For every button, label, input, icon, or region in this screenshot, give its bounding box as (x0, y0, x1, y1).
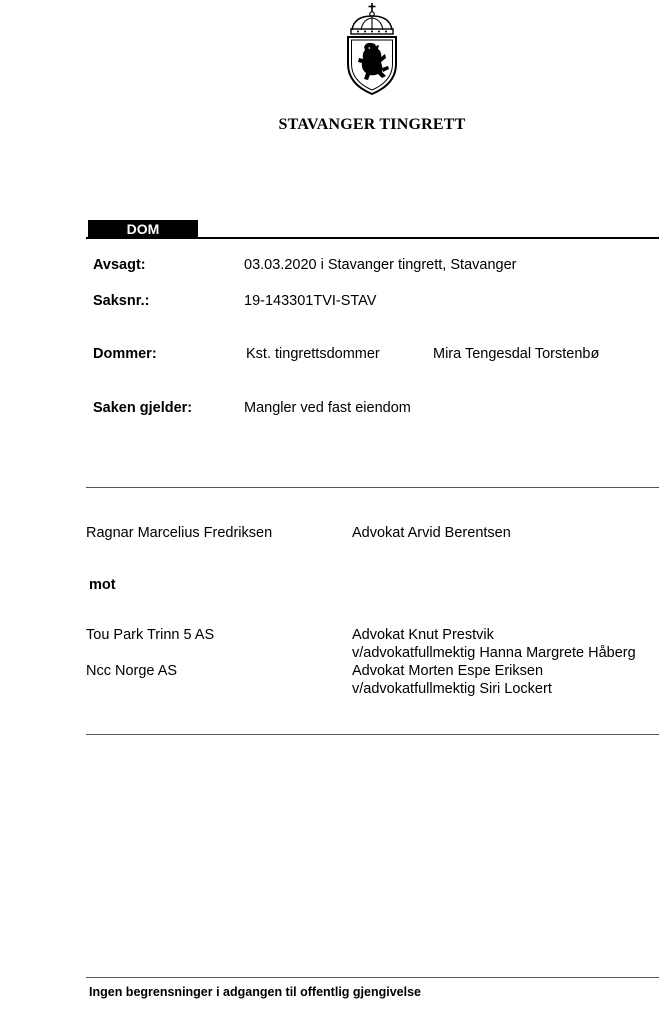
dommer-title: Kst. tingrettsdommer (246, 346, 380, 362)
saksnr-label: Saksnr.: (93, 293, 150, 309)
defendant-2-counsel: Advokat Morten Espe Eriksen (352, 663, 544, 679)
footer-divider (86, 977, 659, 978)
defendant-2-name: Ncc Norge AS (86, 663, 178, 679)
defendant-1-counsel-assistant: v/advokatfullmektig Hanna Margrete Håberg (352, 645, 636, 661)
meta-divider (86, 487, 659, 488)
defendant-1-name: Tou Park Trinn 5 AS (86, 627, 215, 643)
dommer-label: Dommer: (93, 346, 157, 362)
saken-gjelder-label: Saken gjelder: (93, 400, 193, 416)
avsagt-value: 03.03.2020 i Stavanger tingrett, Stavanger (244, 257, 517, 273)
saken-gjelder-value: Mangler ved fast eiendom (244, 400, 411, 416)
document-type-label: DOM (126, 221, 160, 237)
dommer-name: Mira Tengesdal Torstenbø (433, 346, 600, 362)
avsagt-label: Avsagt: (93, 257, 146, 273)
defendant-1-counsel: Advokat Knut Prestvik (352, 627, 494, 643)
publication-notice: Ingen begrensninger i adgangen til offentlig gjengivelse (89, 985, 421, 999)
parties-divider (86, 734, 659, 735)
norwegian-coat-of-arms-emblem (344, 2, 400, 96)
header-divider (86, 237, 659, 239)
court-name: STAVANGER TINGRETT (278, 116, 466, 133)
versus-label: mot (89, 577, 116, 593)
saksnr-value: 19-143301TVI-STAV (244, 293, 377, 309)
defendant-2-counsel-assistant: v/advokatfullmektig Siri Lockert (352, 681, 552, 697)
plaintiff-name: Ragnar Marcelius Fredriksen (86, 525, 273, 541)
plaintiff-counsel: Advokat Arvid Berentsen (352, 525, 511, 541)
